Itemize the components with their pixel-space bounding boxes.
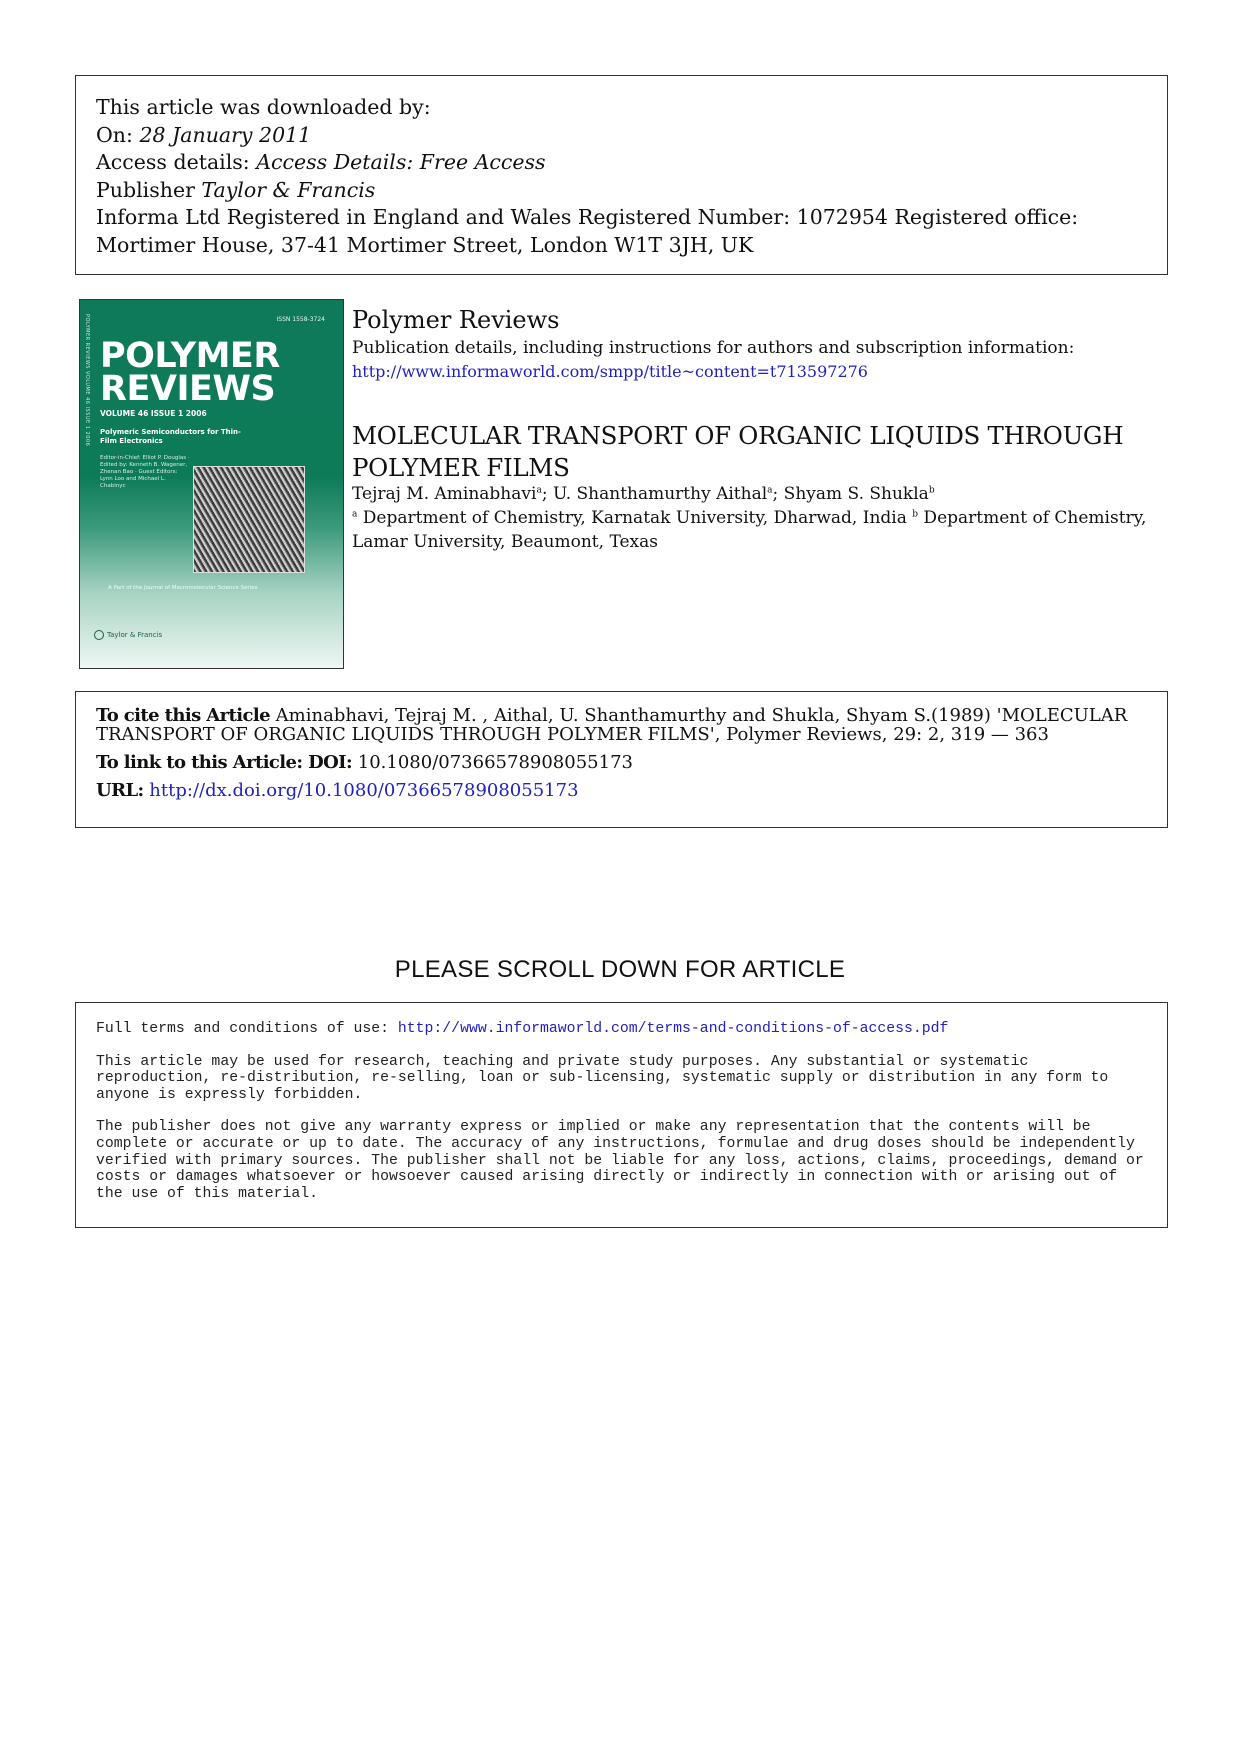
author-affil-marker: a: [767, 485, 773, 496]
author-name: ; Shyam S. Shukla: [772, 484, 929, 504]
doi-line: [96, 752, 1147, 773]
on-label: On:: [96, 122, 133, 147]
doi-url-link[interactable]: http://dx.doi.org/10.1080/07366578908055173: [149, 780, 579, 801]
registered-office: Informa Ltd Registered in England and Wales Registered Number: 1072954 Registered office: Mortimer House, 37-41 Mortimer Street, London W1T 3JH, UK: [96, 205, 1079, 257]
downloaded-by-line: This article was downloaded by:: [96, 95, 431, 119]
article-title: MOLECULAR TRANSPORT OF ORGANIC LIQUIDS THROUGH POLYMER FILMS: [352, 421, 1124, 482]
cover-title-line1: POLYMER: [100, 336, 280, 376]
access-label: Access details:: [96, 150, 250, 174]
url-label: URL:: [96, 780, 144, 801]
terms-paragraph-1: This article may be used for research, teaching and private study purposes. Any substantial or systematic reproduction, re-distribution, re-selling, loan or sub-licensing, systematic supply or distribution in any form to anyone is expressly forbidden.: [96, 1053, 1109, 1103]
terms-label: Full terms and conditions of use:: [96, 1021, 398, 1037]
cover-title-line2: REVIEWS: [100, 369, 276, 409]
cover-title: [100, 336, 280, 409]
cover-publisher-name: Taylor & Francis: [107, 631, 163, 639]
cover-editors: Editor-in-Chief: Elliot P. Douglas · Edited by: Kenneth B. Wagener, Zhenan Bao · Guest Editors: Lynn Loo and Michael L. Chabinyc: [100, 455, 190, 489]
publisher-value: Taylor & Francis: [201, 177, 376, 202]
access-value: Access Details: Free Access: [256, 150, 546, 174]
cover-publisher-logo: [94, 630, 162, 640]
author-affil-marker: b: [928, 485, 935, 496]
terms-url-link[interactable]: http://www.informaworld.com/terms-and-conditions-of-access.pdf: [397, 1021, 949, 1037]
publication-details: Publication details, including instructions for authors and subscription information:: [352, 338, 1075, 358]
cover-series: A Part of the Journal of Macromolecular Science Series: [108, 585, 258, 591]
publisher-logo-icon: [94, 630, 104, 640]
journal-name: Polymer Reviews: [352, 306, 560, 334]
affiliation-b: Department of Chemistry, Lamar University, Beaumont, Texas: [352, 508, 1147, 552]
citation-box: [75, 691, 1168, 828]
terms-box: [75, 1002, 1168, 1228]
cover-subtitle: Polymeric Semiconductors for Thin-Film Electronics: [100, 428, 241, 445]
author-name: Tejraj M. Aminabhavi: [352, 484, 537, 504]
download-info-box: [75, 75, 1168, 275]
journal-url-link[interactable]: http://www.informaworld.com/smpp/title~content=t713597276: [352, 362, 868, 381]
author-affil-marker: a: [536, 485, 542, 496]
affiliation-a: Department of Chemistry, Karnatak University, Dharwad, India: [357, 508, 913, 528]
author-name: ; U. Shanthamurthy Aithal: [541, 484, 768, 504]
scroll-banner: PLEASE SCROLL DOWN FOR ARTICLE: [394, 956, 846, 983]
doi-value: 10.1080/07366578908055173: [357, 752, 633, 773]
access-details-line: [96, 149, 1147, 177]
affil-marker: a: [352, 509, 358, 520]
affil-marker: b: [912, 509, 919, 520]
affiliations: [352, 506, 1162, 554]
journal-cover-image: [79, 299, 344, 669]
cite-text: Aminabhavi, Tejraj M. , Aithal, U. Shanthamurthy and Shukla, Shyam S.(1989) 'MOLECULAR TRANSPORT OF ORGANIC LIQUIDS THROUGH POLYMER FILMS', Polymer Reviews, 29: 2, 319 — 363: [96, 705, 1128, 745]
download-date-line: [96, 122, 1147, 150]
author-list: [352, 484, 935, 504]
terms-line: [96, 1021, 1147, 1038]
url-line: [96, 780, 1147, 801]
cover-volume: VOLUME 46 ISSUE 1 2006: [100, 409, 207, 418]
terms-paragraph-2: The publisher does not give any warranty express or implied or make any representation that the contents will be complete or accurate or up to date. The accuracy of any instructions, formulae and drug doses should be independently verified with primary sources. The publisher shall not be liable for any loss, actions, claims, proceedings, demand or costs or damages whatsoever or howsoever caused arising directly or indirectly in connection with or arising out of the use of this material.: [96, 1119, 1144, 1202]
cover-issn: ISSN 1558-3724: [276, 316, 325, 323]
cover-photo: [193, 466, 305, 573]
publisher-line: [96, 177, 1147, 205]
cite-label: To cite this Article: [96, 705, 270, 726]
cite-line: [96, 706, 1147, 744]
publisher-label: Publisher: [96, 177, 195, 202]
doi-label: To link to this Article: DOI:: [96, 752, 353, 773]
download-date: 28 January 2011: [139, 122, 312, 147]
cover-spine: POLYMER REVIEWS VOLUME 46 ISSUE 1 2006: [84, 314, 90, 447]
